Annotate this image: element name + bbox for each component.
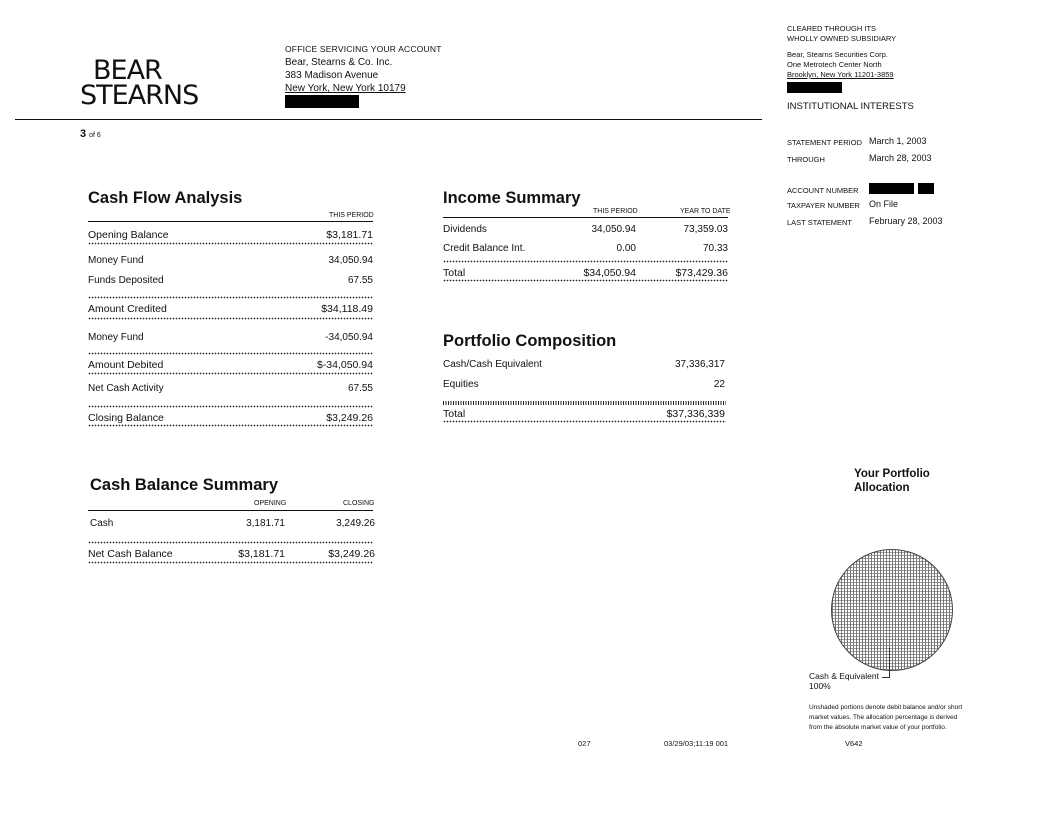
cf-row-label: Funds Deposited xyxy=(88,275,164,286)
portfolio-row-value: 22 xyxy=(713,379,725,390)
office-name: Bear, Stearns & Co. Inc. xyxy=(285,57,393,68)
cash-balance-col-closing: CLOSING xyxy=(343,500,375,507)
income-row-label: Credit Balance Int. xyxy=(443,243,526,254)
footer-timestamp: 03/29/03;11:19 001 xyxy=(664,739,729,748)
cf-row-value: 34,050.94 xyxy=(328,255,373,266)
allocation-note-line-2: market values. The allocation percentage is derived xyxy=(809,714,958,721)
section-rule xyxy=(88,221,373,222)
section-rule xyxy=(443,217,728,218)
statement-period-label: STATEMENT PERIOD xyxy=(787,138,863,147)
office-address-block xyxy=(285,43,442,112)
cash-flow-title: Cash Flow Analysis xyxy=(88,189,243,207)
taxpayer-value: On File xyxy=(869,199,899,209)
redaction-box xyxy=(869,183,914,194)
cf-row-label: Amount Credited xyxy=(88,303,167,315)
dotted-rule xyxy=(88,424,373,427)
dotted-rule xyxy=(443,279,728,282)
redaction-box xyxy=(787,82,842,93)
last-statement-value: February 28, 2003 xyxy=(869,216,943,226)
cf-row-value: $34,118.49 xyxy=(321,303,373,315)
dotted-rule xyxy=(88,541,373,544)
bear-stearns-logo xyxy=(80,55,199,111)
portfolio-row-label: Cash/Cash Equivalent xyxy=(443,359,542,370)
dotted-rule xyxy=(443,260,728,263)
last-statement-label: LAST STATEMENT xyxy=(787,218,853,227)
clearing-corp: Bear, Stearns Securities Corp. xyxy=(787,50,888,59)
income-title: Income Summary xyxy=(443,189,581,207)
cf-row-value: 67.55 xyxy=(347,383,373,394)
office-city: New York, New York 10179 xyxy=(285,83,406,94)
cf-row-label: Amount Debited xyxy=(88,359,164,371)
income-row-ytd: $73,429.36 xyxy=(675,267,728,279)
clearing-block xyxy=(787,24,896,96)
dotted-rule xyxy=(88,372,373,375)
cf-row-label: Money Fund xyxy=(88,255,144,266)
cb-row-opening: 3,181.71 xyxy=(246,518,285,529)
logo-line-1: BEAR xyxy=(93,55,162,86)
office-street: 383 Madison Avenue xyxy=(285,70,379,81)
portfolio-row-value: 37,336,317 xyxy=(674,359,725,370)
office-header: OFFICE SERVICING YOUR ACCOUNT xyxy=(285,44,442,54)
portfolio-row-label: Total xyxy=(443,408,466,420)
portfolio-row-label: Equities xyxy=(443,379,479,390)
cf-row-label: Net Cash Activity xyxy=(88,383,164,394)
allocation-legend xyxy=(809,671,879,691)
income-row-period: 34,050.94 xyxy=(591,224,636,235)
statement-period-value: March 1, 2003 xyxy=(869,136,927,146)
clearing-line-2: WHOLLY OWNED SUBSIDIARY xyxy=(787,34,897,43)
cf-row-value: -34,050.94 xyxy=(325,332,373,343)
cb-row-closing: $3,249.26 xyxy=(328,548,375,560)
page-number xyxy=(80,128,101,140)
income-row-ytd: 70.33 xyxy=(702,243,728,254)
cb-row-closing: 3,249.26 xyxy=(336,518,375,529)
dotted-rule xyxy=(88,405,373,408)
income-row-period: 0.00 xyxy=(616,243,636,254)
pie-leader-line xyxy=(882,677,890,678)
clearing-line-1: CLEARED THROUGH ITS xyxy=(787,24,877,33)
cf-row-value: $3,249.26 xyxy=(326,412,373,424)
dotted-rule xyxy=(88,561,373,564)
cash-flow-col-header: THIS PERIOD xyxy=(329,212,374,219)
allocation-title xyxy=(854,467,930,495)
cf-row-value: $-34,050.94 xyxy=(316,359,373,371)
cf-row-value: $3,181.71 xyxy=(326,229,373,241)
cb-row-label: Net Cash Balance xyxy=(88,548,173,560)
income-row-ytd: 73,359.03 xyxy=(683,224,728,235)
footer-code: V642 xyxy=(845,739,863,748)
page-total: of 6 xyxy=(89,132,101,139)
page-current: 3 xyxy=(80,128,87,140)
dotted-rule xyxy=(443,420,726,423)
income-col-ytd: YEAR TO DATE xyxy=(680,208,731,215)
account-number-label: ACCOUNT NUMBER xyxy=(787,186,859,195)
footer-code: 027 xyxy=(578,739,591,748)
dotted-rule xyxy=(443,401,726,405)
through-value: March 28, 2003 xyxy=(869,153,932,163)
dotted-rule xyxy=(88,352,373,355)
cb-row-label: Cash xyxy=(90,518,114,529)
allocation-note-line-1: Unshaded portions denote debit balance and/or short xyxy=(809,704,963,711)
logo-line-2: STEARNS xyxy=(80,80,199,111)
allocation-note xyxy=(809,703,994,733)
income-col-period: THIS PERIOD xyxy=(593,208,638,215)
taxpayer-label: TAXPAYER NUMBER xyxy=(787,201,860,210)
redaction-box xyxy=(285,95,359,108)
cf-row-label: Money Fund xyxy=(88,332,144,343)
portfolio-title: Portfolio Composition xyxy=(443,332,617,350)
dotted-rule xyxy=(88,242,373,245)
cash-balance-col-opening: OPENING xyxy=(254,500,287,507)
through-label: THROUGH xyxy=(787,155,825,164)
cf-row-label: Opening Balance xyxy=(88,229,169,241)
cash-balance-title: Cash Balance Summary xyxy=(90,476,279,494)
allocation-slice-pct: 100% xyxy=(809,681,831,691)
clearing-address-2: Brooklyn, New York 11201-3859 xyxy=(787,70,894,79)
cb-row-opening: $3,181.71 xyxy=(238,548,285,560)
pie-leader-line xyxy=(889,648,890,678)
clearing-address-1: One Metrotech Center North xyxy=(787,60,882,69)
header-divider xyxy=(15,119,762,120)
redaction-box xyxy=(918,183,934,194)
income-row-period: $34,050.94 xyxy=(583,267,636,279)
allocation-slice-label: Cash & Equivalent xyxy=(809,671,879,681)
cf-row-label: Closing Balance xyxy=(88,412,164,424)
income-row-label: Total xyxy=(443,267,466,279)
allocation-pie-chart xyxy=(831,549,953,671)
allocation-note-line-3: from the absolute market value of your portfolio. xyxy=(809,724,947,731)
dotted-rule xyxy=(88,296,373,299)
income-row-label: Dividends xyxy=(443,224,487,235)
section-rule xyxy=(88,510,373,511)
cf-row-value: 67.55 xyxy=(347,275,373,286)
allocation-title-line-2: Allocation xyxy=(854,482,910,494)
allocation-title-line-1: Your Portfolio xyxy=(854,468,930,480)
account-name: INSTITUTIONAL INTERESTS xyxy=(787,101,914,112)
dotted-rule xyxy=(88,317,373,320)
portfolio-row-value: $37,336,339 xyxy=(666,408,725,420)
